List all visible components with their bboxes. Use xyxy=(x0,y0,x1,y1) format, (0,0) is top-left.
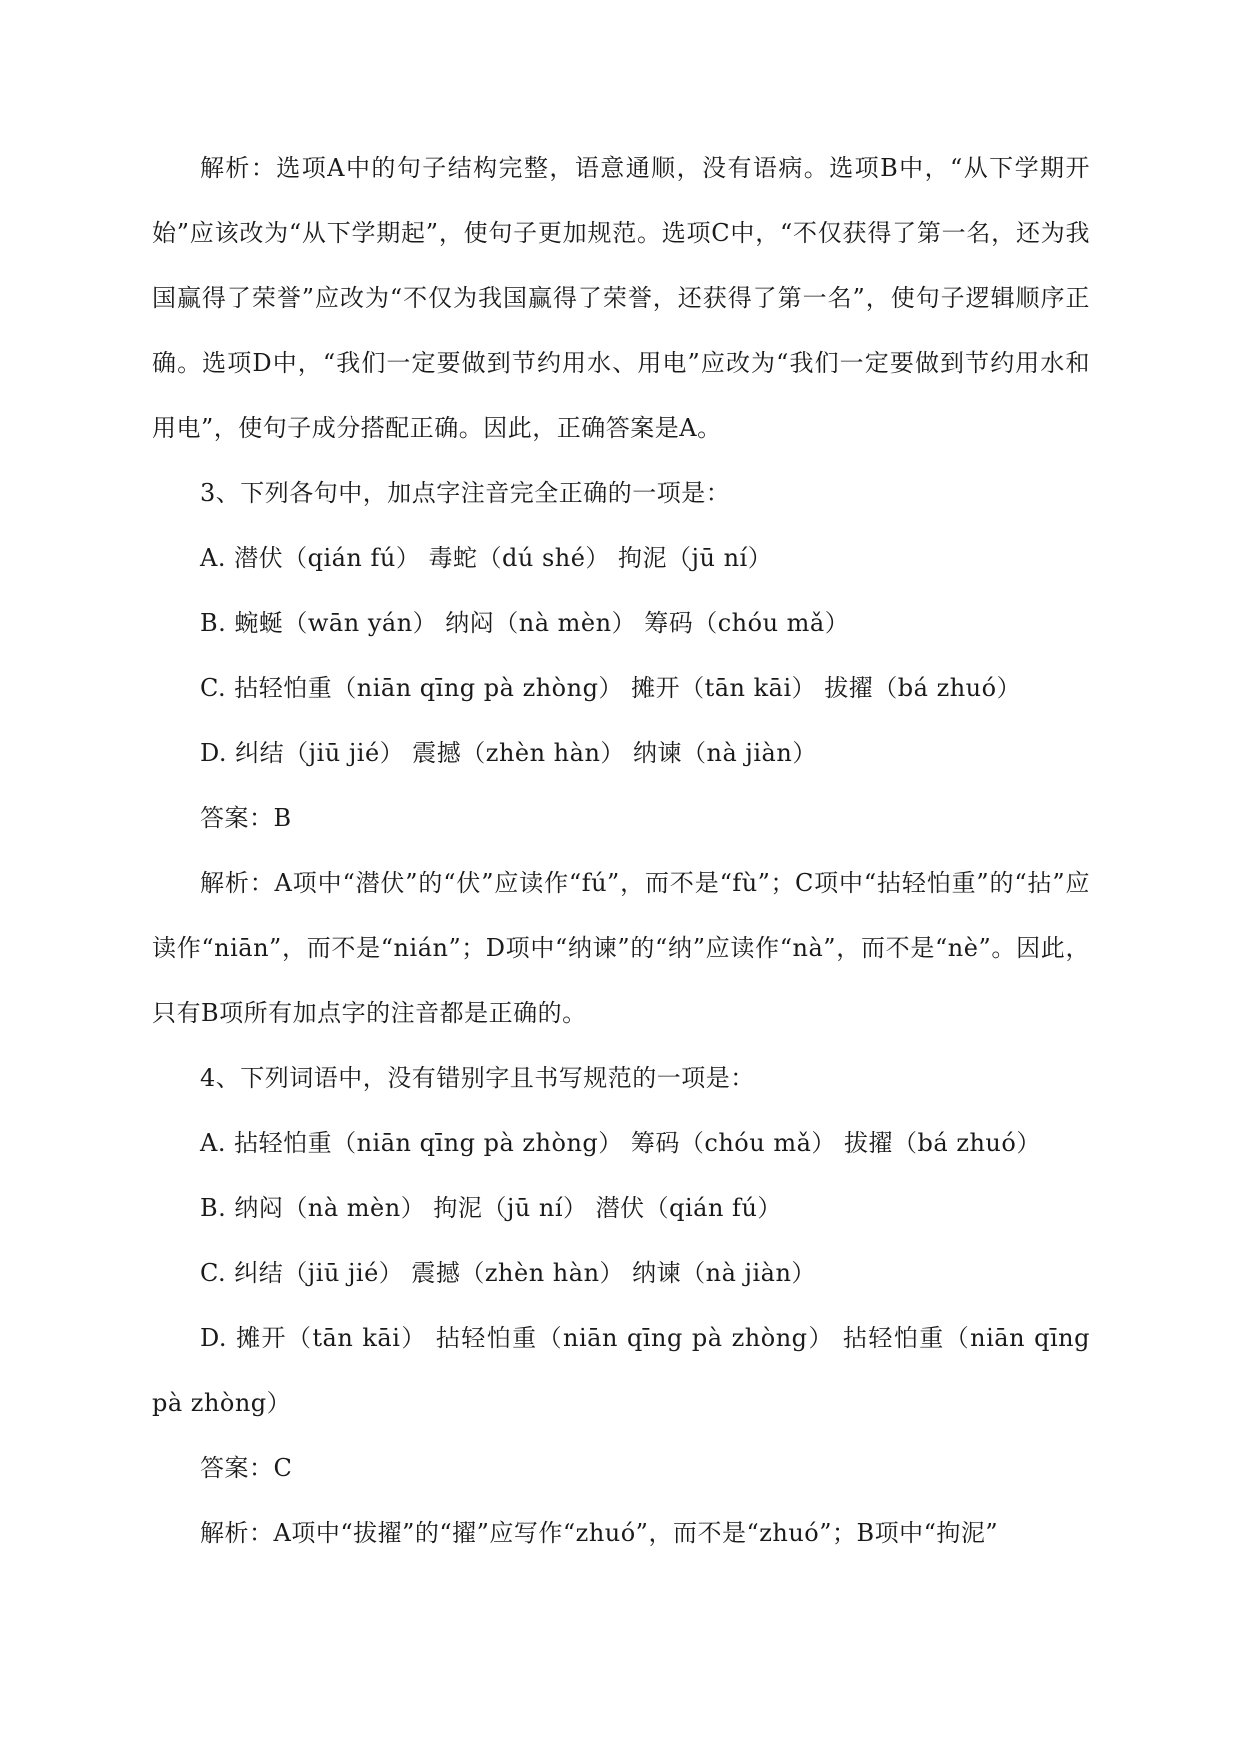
question-4-option-a: A. 拈轻怕重（niān qīng pà zhòng） 筹码（chóu mǎ） 拔擢（bá zhuó） xyxy=(200,1129,1041,1157)
question-3-option-b: B. 蜿蜒（wān yán） 纳闷（nà mèn） 筹码（chóu mǎ） xyxy=(200,609,850,637)
question-3-answer: 答案：B xyxy=(200,804,292,832)
question-3-option-c: C. 拈轻怕重（niān qīng pà zhòng） 摊开（tān kāi） 拔擢（bá zhuó） xyxy=(200,674,1022,702)
document-body xyxy=(152,136,1090,1566)
analysis-paragraph-q3: 解析：A项中“潜伏”的“伏”应读作“fú”，而不是“fù”；C项中“拈轻怕重”的“拈”应读作“niān”，而不是“nián”；D项中“纳谏”的“纳”应读作“nà”，而不是“nè”。因此，只有B项所有加点字的注音都是正确的。 xyxy=(152,869,1090,1027)
question-4-option-c: C. 纠结（jiū jié） 震撼（zhèn hàn） 纳谏（nà jiàn） xyxy=(200,1259,816,1287)
question-4-answer: 答案：C xyxy=(200,1454,293,1482)
question-4-option-d: D. 摊开（tān kāi） 拈轻怕重（niān qīng pà zhòng） 拈轻怕重（niān qīng pà zhòng） xyxy=(152,1324,1090,1417)
analysis-paragraph-q4: 解析：A项中“拔擢”的“擢”应写作“zhuó”，而不是“zhuó”；B项中“拘泥” xyxy=(200,1519,999,1547)
question-4-stem: 4、下列词语中，没有错别字且书写规范的一项是： xyxy=(200,1064,755,1092)
analysis-paragraph-q2: 解析：选项A中的句子结构完整，语意通顺，没有语病。选项B中，“从下学期开始”应该改为“从下学期起”，使句子更加规范。选项C中，“不仅获得了第一名，还为我国赢得了荣誉”应改为“不仅为我国赢得了荣誉，还获得了第一名”，使句子逻辑顺序正确。选项D中，“我们一定要做到节约用水、用电”应改为“我们一定要做到节约用水和用电”，使句子成分搭配正确。因此，正确答案是A。 xyxy=(152,154,1090,442)
question-4-option-b: B. 纳闷（nà mèn） 拘泥（jū ní） 潜伏（qián fú） xyxy=(200,1194,782,1222)
question-3-stem: 3、下列各句中，加点字注音完全正确的一项是： xyxy=(200,479,731,507)
question-3-option-d: D. 纠结（jiū jié） 震撼（zhèn hàn） 纳谏（nà jiàn） xyxy=(200,739,817,767)
question-3-option-a: A. 潜伏（qián fú） 毒蛇（dú shé） 拘泥（jū ní） xyxy=(200,544,773,572)
